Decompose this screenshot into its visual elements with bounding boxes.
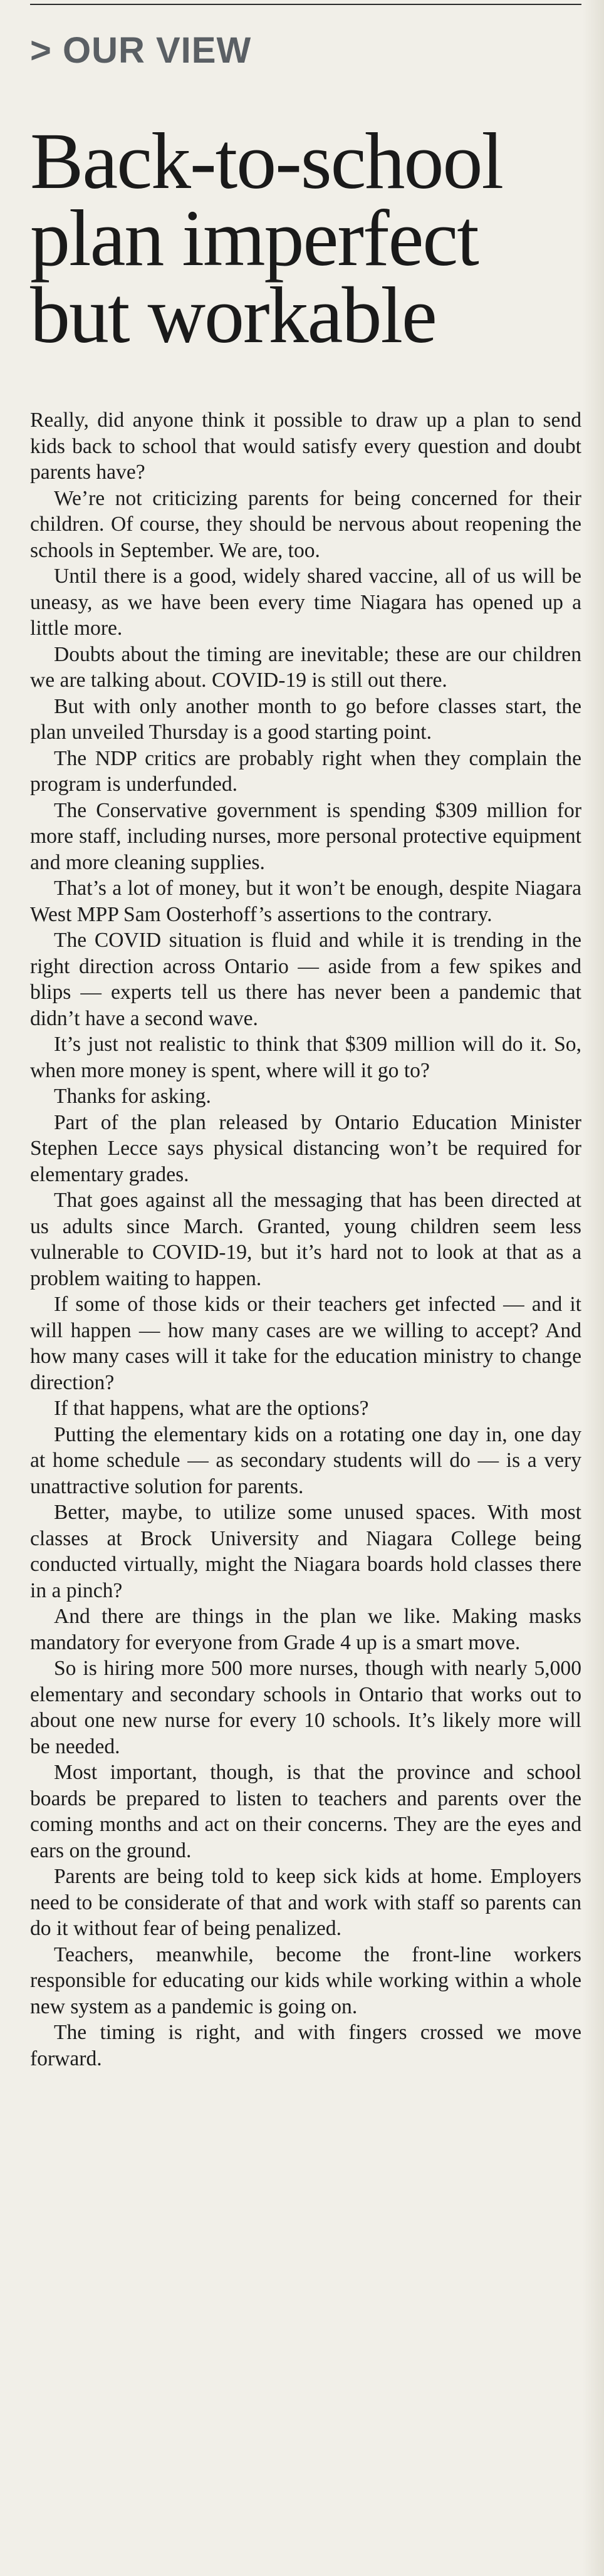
- article-paragraph: Teachers, meanwhile, become the front-line workers responsible for educating our kids while working within a whole new system as a pandemic is going on.: [30, 1942, 581, 2018]
- top-rule: [30, 4, 581, 5]
- article-paragraph: Until there is a good, widely shared vaccine, all of us will be uneasy, as we have been every time Niagara has opened up a little more.: [30, 565, 581, 640]
- article-paragraph: Really, did anyone think it possible to draw up a plan to send kids back to school that would satisfy every question and doubt parents have?: [30, 409, 581, 484]
- article-paragraph: Most important, though, is that the province and school boards be prepared to listen to teachers and parents over the coming months and act on their concerns. They are the eyes and ears on the ground.: [30, 1761, 581, 1862]
- article-paragraph: If that happens, what are the options?: [54, 1397, 369, 1420]
- article-paragraph: And there are things in the plan we like. Making masks mandatory for everyone from Grade 4 up is a smart move.: [30, 1605, 581, 1654]
- article-paragraph: It’s just not realistic to think that $309 million will do it. So, when more money is spent, where will it go to?: [30, 1033, 581, 1082]
- article-paragraph: The NDP critics are probably right when they complain the program is underfunded.: [30, 746, 581, 796]
- article-paragraph: But with only another month to go before classes start, the plan unveiled Thursday is a good starting point.: [30, 694, 581, 744]
- article-paragraph: The Conservative government is spending $309 million for more staff, including nurses, more personal protective equipment and more cleaning supplies.: [30, 798, 581, 874]
- article-paragraph: Thanks for asking.: [54, 1085, 211, 1108]
- article-paragraph: Parents are being told to keep sick kids at home. Employers need to be considerate of that and work with staff so parents can do it without fear of being penalized.: [30, 1865, 581, 1940]
- article-paragraph: Putting the elementary kids on a rotating one day in, one day at home schedule — as secondary students will do — is a very unattractive solution for parents.: [30, 1422, 581, 1498]
- article-paragraph: That goes against all the messaging that has been directed at us adults since March. Granted, young children seem less vulnerable to COVID-19, but it’s hard not to look at that as a problem waiting to happen.: [30, 1189, 581, 1290]
- article-paragraph: That’s a lot of money, but it won’t be enough, despite Niagara West MPP Sam Oosterhoff’s assertions to the contrary.: [30, 877, 581, 926]
- adjacent-column-edge: [583, 0, 604, 2576]
- article-paragraph: So is hiring more 500 more nurses, though with nearly 5,000 elementary and secondary schools in Ontario that works out to about one new nurse for every 10 schools. It’s likely more will be needed.: [30, 1657, 581, 1758]
- article-body: [30, 407, 581, 2072]
- headline: Back-to-school plan imperfect but workable: [30, 117, 502, 360]
- article-paragraph: If some of those kids or their teachers get infected — and it will happen — how many cases are we willing to accept? And how many cases will it take for the education ministry to change direction?: [30, 1293, 581, 1394]
- article-paragraph: The timing is right, and with fingers crossed we move forward.: [30, 2021, 581, 2070]
- article-paragraph: Better, maybe, to utilize some unused spaces. With most classes at Brock University and Niagara College being conducted virtually, might the Niagara boards hold classes there in a pinch?: [30, 1501, 581, 1602]
- article-paragraph: Doubts about the timing are inevitable; these are our children we are talking about. COVID-19 is still out there.: [30, 642, 581, 692]
- article-paragraph: The COVID situation is fluid and while it is trending in the right direction across Ontario — aside from a few spikes and blips — experts tell us there has never been a pandemic that didn’t have a second wave.: [30, 929, 581, 1030]
- article-paragraph: Part of the plan released by Ontario Education Minister Stephen Lecce says physical distancing won’t be required for elementary grades.: [30, 1110, 581, 1186]
- article-paragraph: We’re not criticizing parents for being concerned for their children. Of course, they should be nervous about reopening the schools in September. We are, too.: [30, 486, 581, 562]
- section-kicker: > OUR VIEW: [30, 30, 252, 71]
